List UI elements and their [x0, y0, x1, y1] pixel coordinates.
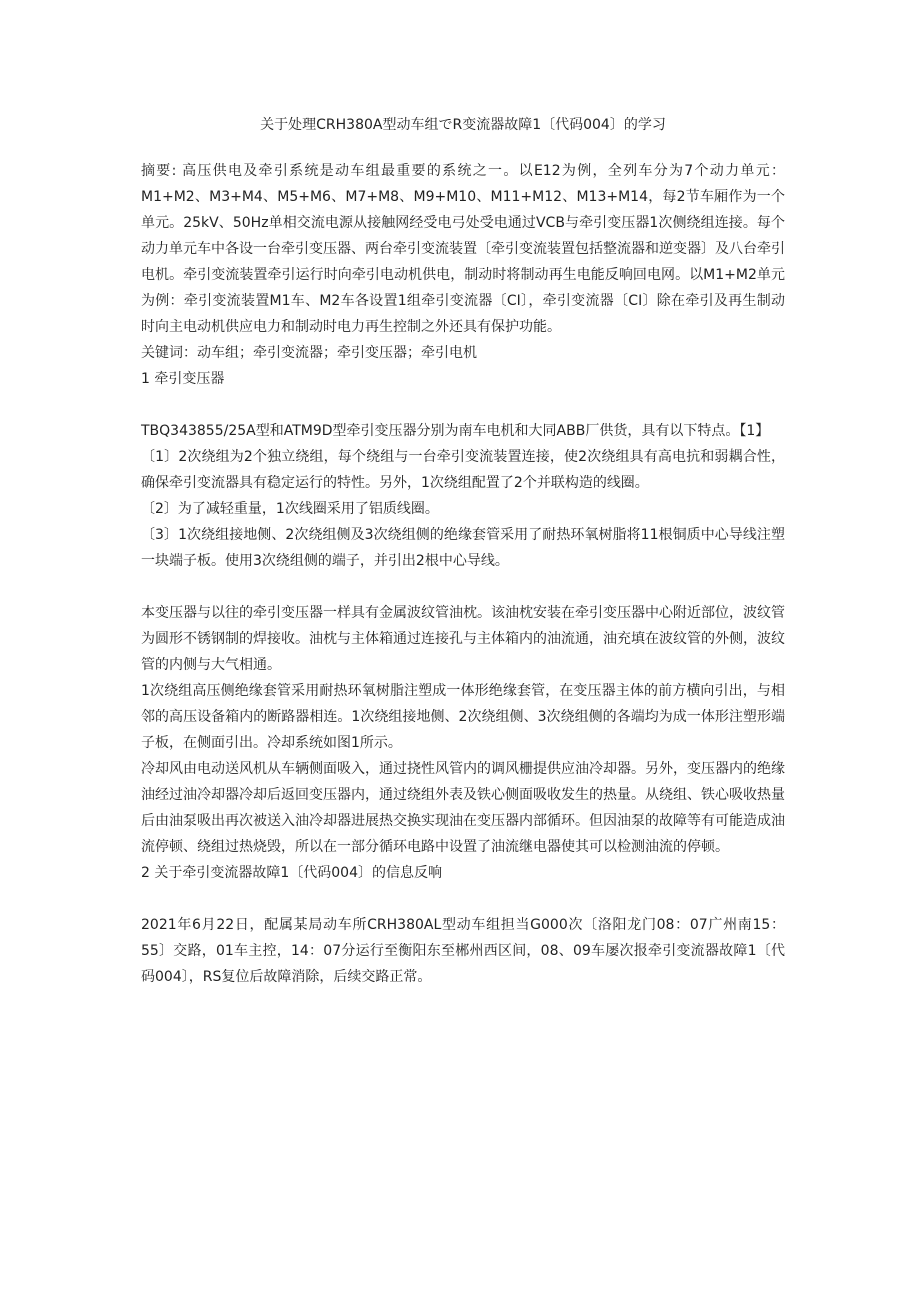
abstract-paragraph: 摘要: 高压供电及牵引系统是动车组最重要的系统之一。以E12为例，全列车分为7个动力单元：M1+M2、M3+M4、M5+M6、M7+M8、M9+M10、M11+M12、M13+M14，每2节车厢作为一个单元。25kV、50Hz单相交流电源从接触网经受电弓处受电通过VCB与牵引变压器1次侧绕组连接。每个动力单元车中各设一台牵引变压器、两台牵引变流装置〔牵引变流装置包括整流器和逆变器〕及八台牵引电机。牵引变流装置牵引运行时向牵引电动机供电，制动时将制动再生电能反响回电网。以M1+M2单元为例：牵引变流装置M1车、M2车各设置1组牵引变流器〔CI〕，牵引变流器〔CI〕除在牵引及再生制动时向主电动机供应电力和制动时电力再生控制之外还具有保护功能。	[141, 163, 785, 335]
section-1-item-3: 〔3〕1次绕组接地侧、2次绕组侧及3次绕组侧的绝缘套管采用了耐热环氧树脂将11根铜质中心导线注塑一块端子板。使用3次绕组侧的端子，并引出2根中心导线。	[141, 527, 785, 569]
section-1-paragraph-a: 本变压器与以往的牵引变压器一样具有金属波纹管油枕。该油枕安装在牵引变压器中心附近部位，波纹管为圆形不锈钢制的焊接收。油枕与主体箱通过连接孔与主体箱内的油流通，油充填在波纹管的外侧，波纹管的内侧与大气相通。	[141, 605, 785, 673]
keywords-line: 关键词：动车组；牵引变流器；牵引变压器；牵引电机	[141, 345, 477, 361]
section-2-heading: 2 关于牵引变流器故障1〔代码004〕的信息反响	[141, 865, 442, 881]
section-1-paragraph-c: 冷却风由电动送风机从车辆侧面吸入，通过挠性风管内的调风栅提供应油冷却器。另外，变压器内的绝缘油经过油冷却器冷却后返回变压器内，通过绕组外表及铁心侧面吸收发生的热量。从绕组、铁心吸收热量后由油泵吸出再次被送入油冷却器进展热交换实现油在变压器内部循环。但因油泵的故障等有可能造成油流停顿、绕组过热烧毁，所以在一部分循环电路中设置了油流继电器使其可以检测油流的停顿。	[141, 761, 785, 855]
section-1-paragraph-b: 1次绕组高压侧绝缘套管采用耐热环氧树脂注塑成一体形绝缘套管，在变压器主体的前方横向引出，与相邻的高压设备箱内的断路器相连。1次绕组接地侧、2次绕组侧、3次绕组侧的各端均为成一体形注塑形端子板，在侧面引出。冷却系统如图1所示。	[141, 683, 785, 751]
section-1-heading: 1 牵引变压器	[141, 371, 225, 387]
spacer	[141, 392, 785, 418]
section-2-paragraph: 2021年6月22日，配属某局动车所CRH380AL型动车组担当G000次〔洛阳龙门08：07广州南15：55〕交路，01车主控，14：07分运行至衡阳东至郴州西区间，08、09车屡次报牵引变流器故障1〔代码004〕，RS复位后故障消除，后续交路正常。	[141, 917, 785, 985]
section-1-item-1: 〔1〕2次绕组为2个独立绕组，每个绕组与一台牵引变流装置连接，使2次绕组具有高电抗和弱耦合性，确保牵引变流器具有稳定运行的特性。另外，1次绕组配置了2个并联构造的线圈。	[141, 449, 785, 491]
spacer	[141, 574, 785, 600]
section-1-intro: TBQ343855/25A型和ATM9D型牵引变压器分别为南车电机和大同ABB厂供货，具有以下特点。【1】	[141, 423, 770, 439]
document-title: 关于处理CRH380A型动车组でR变流器故障1〔代码004〕的学习	[260, 117, 666, 133]
document-page	[141, 112, 785, 990]
spacer	[141, 886, 785, 912]
section-1-item-2: 〔2〕为了减轻重量，1次线圈采用了铝质线圈。	[141, 501, 439, 517]
